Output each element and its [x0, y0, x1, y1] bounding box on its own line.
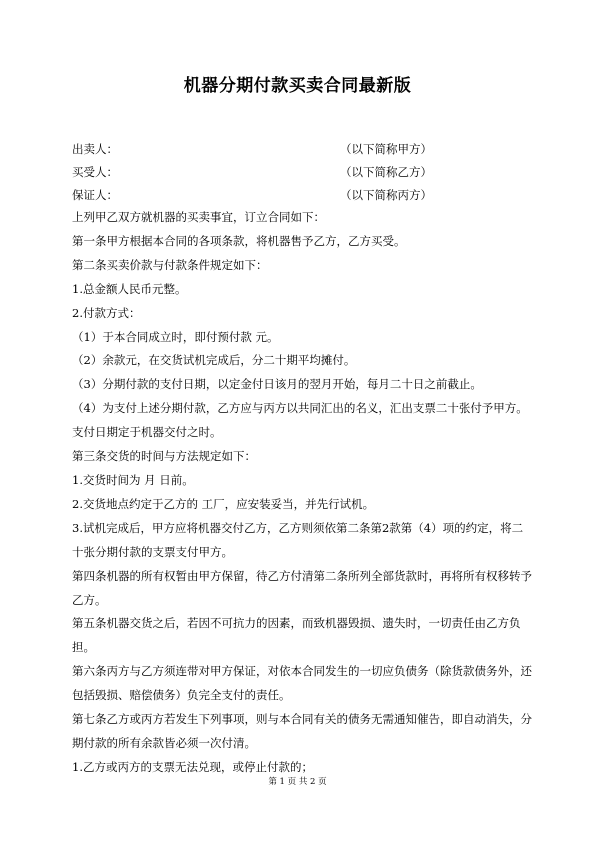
document-title: 机器分期付款买卖合同最新版 [183, 76, 412, 96]
paragraph: 第二条买卖价款与付款条件规定如下： [72, 257, 268, 272]
paragraph: 2.付款方式： [72, 305, 141, 320]
party-role: 保证人： [72, 188, 118, 202]
contract-body [72, 206, 534, 780]
party-buyer [72, 161, 532, 183]
party-role: 买受人： [72, 165, 118, 179]
party-seller [72, 138, 532, 160]
paragraph: 2.交货地点约定于乙方的 工厂，应安装妥当，并先行试机。 [72, 496, 375, 511]
paragraph: （2）余款元，在交货试机完成后，分二十期平均摊付。 [72, 353, 356, 368]
paragraph: 1.乙方或丙方的支票无法兑现，或停止付款的； [72, 759, 313, 774]
paragraph: 第一条甲方根据本合同的各项条款，将机器售予乙方，乙方买受。 [72, 233, 406, 248]
paragraph: 3.试机完成后，甲方应将机器交付乙方，乙方则须依第二条第2款第（4）项的约定，将二十张分期付款的支票支付甲方。 [72, 520, 524, 559]
paragraph: 1.总金额人民币元整。 [72, 281, 187, 296]
party-guarantor [72, 184, 532, 206]
page-number: 第 1 页 共 2 页 [268, 777, 327, 787]
paragraph: 第三条交货的时间与方法规定如下： [72, 449, 256, 464]
paragraph: （3）分期付款的支付日期，以定金付日该月的翌月开始，每月二十日之前截止。 [72, 377, 482, 392]
paragraph: 第七条乙方或丙方若发生下列事项，则与本合同有关的债务无需通知催告，即自动消失，分期付款的所有余款皆必须一次付清。 [72, 712, 532, 750]
party-alias: （以下简称丙方） [340, 188, 432, 202]
paragraph: 上列甲乙双方就机器的买卖事宜，订立合同如下： [72, 210, 325, 224]
party-alias: （以下简称乙方） [340, 165, 432, 179]
paragraph: 1.交货时间为 月 日前。 [72, 472, 194, 487]
paragraph: 第五条机器交货之后，若因不可抗力的因素，而致机器毁损、遗失时，一切责任由乙方负担。 [72, 616, 521, 655]
paragraph: 第六条丙方与乙方须连带对甲方保证，对依本合同发生的一切应负债务（除货款债务外，还包括毁损、赔偿债务）负完全支付的责任。 [72, 664, 532, 703]
party-alias: （以下简称甲方） [340, 142, 432, 156]
paragraph: 第四条机器的所有权暂由甲方保留，待乙方付清第二条所列全部货款时，再将所有权移转予乙方。 [72, 568, 532, 607]
paragraph: （4）为支付上述分期付款，乙方应与丙方以共同汇出的名义，汇出支票二十张付予甲方。支付日期定于机器交付之时。 [72, 401, 528, 440]
party-role: 出卖人： [72, 142, 118, 156]
paragraph: （1）于本合同成立时，即付预付款 元。 [72, 329, 279, 344]
